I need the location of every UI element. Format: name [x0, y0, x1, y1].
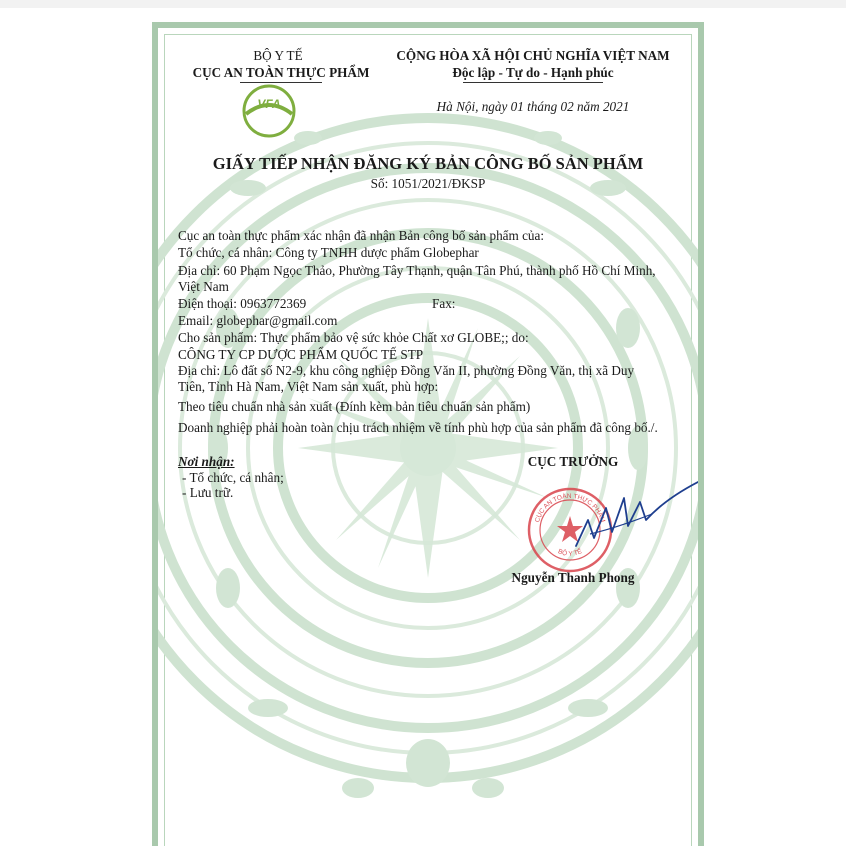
manufacturer-address-2: Tiên, Tỉnh Hà Nam, Việt Nam sản xuất, phù hợp: — [178, 379, 439, 394]
national-motto: Độc lập - Tự do - Hạnh phúc — [452, 65, 614, 80]
certificate-document — [152, 22, 704, 846]
recipient-item-1: - Tổ chức, cá nhân; — [182, 470, 284, 485]
drum-pattern-background — [158, 28, 698, 846]
ministry-name: BỘ Y TẾ — [253, 48, 303, 63]
phone-line: Điện thoại: 0963772369 — [178, 296, 307, 311]
manufacturer-address-1: Địa chỉ: Lô đất số N2-9, khu công nghiệp Đồng Văn II, phường Đồng Văn, thị xã Duy — [178, 363, 635, 378]
place-and-date: Hà Nội, ngày 01 tháng 02 năm 2021 — [436, 99, 630, 114]
republic-name: CỘNG HÒA XÃ HỘI CHỦ NGHĨA VIỆT NAM — [396, 48, 670, 63]
vfa-logo-text: VFA — [257, 97, 281, 111]
motto-underline — [463, 82, 603, 83]
stamp-bottom-text: BỘ Y TẾ — [556, 548, 584, 558]
handwritten-signature-icon — [566, 468, 704, 568]
signer-name: Nguyễn Thanh Phong — [511, 570, 635, 585]
address-line-2: Việt Nam — [178, 279, 229, 294]
department-name: CỤC AN TOÀN THỰC PHẨM — [192, 65, 370, 80]
organization-line: Tổ chức, cá nhân: Công ty TNHH dược phẩm Globephar — [178, 245, 479, 260]
intro-line: Cục an toàn thực phẩm xác nhận đã nhận Bản công bố sản phẩm của: — [178, 228, 545, 243]
email-line: Email: globephar@gmail.com — [178, 313, 338, 328]
standard-line: Theo tiêu chuẩn nhà sản xuất (Đính kèm bản tiêu chuẩn sản phẩm) — [178, 399, 531, 414]
responsibility-line: Doanh nghiệp phải hoàn toàn chịu trách nhiệm về tính phù hợp của sản phẩm đã công bố./. — [178, 420, 658, 435]
document-title: GIẤY TIẾP NHẬN ĐĂNG KÝ BẢN CÔNG BỐ SẢN PHẨM — [212, 154, 644, 173]
manufacturer-name: CÔNG TY CP DƯỢC PHẨM QUỐC TẾ STP — [178, 347, 424, 362]
recipients-title: Nơi nhận: — [178, 454, 235, 469]
fax-line: Fax: — [432, 296, 456, 311]
document-number: Số: 1051/2021/ĐKSP — [370, 176, 486, 191]
address-line-1: Địa chỉ: 60 Phạm Ngọc Thảo, Phường Tây Thạnh, quận Tân Phú, thành phố Hồ Chí Minh, — [178, 263, 656, 278]
stamp-outer-text: CỤC AN TOÀN THỰC PHẨM — [533, 492, 607, 524]
vfa-logo-icon — [240, 82, 298, 140]
recipient-item-2: - Lưu trữ. — [182, 485, 234, 500]
signer-title: CỤC TRƯỞNG — [527, 454, 619, 469]
product-line: Cho sản phẩm: Thực phẩm bảo vệ sức khỏe Chất xơ GLOBE;; do: — [178, 330, 529, 345]
top-strip — [0, 0, 846, 8]
